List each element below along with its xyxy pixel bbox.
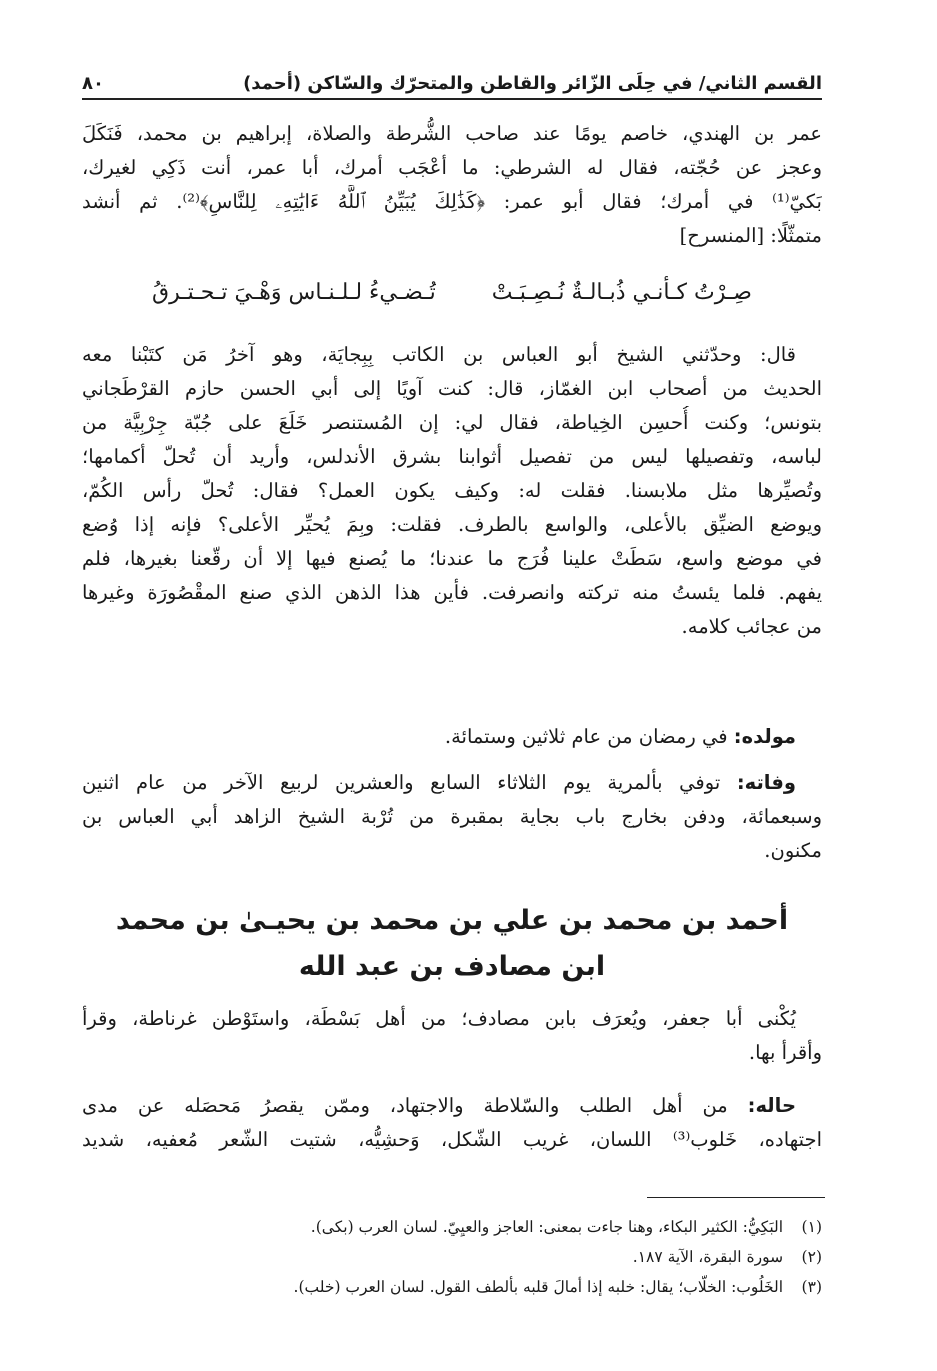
footnote-divider: [647, 1197, 825, 1198]
text-line: بَكيّ⁽¹⁾ في أمرك؛ فقال أبو عمر: ﴿كَذَٰلِكَ يُبَيِّنُ ٱللَّهُ ءَايَٰتِهِۦ لِلنَّاسِ﴾⁽²⁾. ثم أنشد: [82, 190, 822, 213]
text-line: وأقرأ بها.: [748, 1041, 822, 1064]
condition-label: حاله:: [747, 1094, 796, 1117]
text-line: من عجائب كلامه.: [681, 615, 822, 638]
poem-verse: [82, 280, 822, 324]
text-line: وعجز عن حُجّته، فقال له الشرطي: ما أعْجَب أمرك، أبا عمر، أنت ذَكِي لغيرك،: [82, 156, 822, 179]
biography-title: [82, 898, 822, 990]
text-line: [82, 766, 822, 800]
text-line: وتُصيِّرها مثل ملابسنا. فقلت له: وكيف يكون العمل؟ فقال: تُحلّ رأس الكُمّ،: [82, 479, 822, 502]
header-title: القسم الثاني/ في حِلَى الزّائر والقاطن والمتحرّك والسّاكن (أحمد): [243, 73, 822, 94]
text-line: [82, 1089, 822, 1123]
text-line: متمثّلًا: [المنسرح]: [679, 224, 822, 247]
death-paragraph: [82, 766, 822, 868]
text-line: اجتهاده، خَلوب⁽³⁾ اللسان، غريب الشّكل، وَحشِيُّه، شتيت الشّعر مُعفيه، شديد: [82, 1128, 822, 1151]
footnote-text: البَكِيُّ: الكثير البكاء، وهنا جاءت بمعنى: العاجز والعيِيّ. لسان العرب (بكى).: [310, 1218, 784, 1236]
condition-paragraph: [82, 1089, 822, 1157]
text-line: في موضع واسع، سَطَتْ علينا فُرَج ما عندنا؛ ما يُصنع فيها إلا أن رقّعنا بغيرها، فلم: [82, 547, 822, 570]
text-line: بتونس؛ وكنت أُحسِن الخِياطة، فقال لي: إن المُستنصر خَلَعَ على جُبّة جِرْبِيَّة من: [82, 411, 822, 434]
page-number: ٨٠: [82, 73, 104, 94]
birth-label: مولده:: [733, 725, 796, 748]
paragraph-1: [82, 117, 822, 253]
footnote-number: (٣): [801, 1278, 822, 1296]
text-line: عمر بن الهندي، خاصم يومًا عند صاحب الشُّرطة والصلاة، إبراهيم بن محمد، فَنَكَلَ: [82, 122, 822, 145]
footnote-3: [160, 1272, 822, 1302]
text-line: لباسه، وتفصيلها ليس من تفصيل أثوابنا بشرق الأندلس، وأريد أن تُحلّ أكمامها؛: [82, 445, 822, 468]
footnotes: [160, 1212, 822, 1302]
text-line: يفهم. فلما يئستُ منه تركته وانصرفت. فأين هذا الذهن الذي صنع المقْصُورَة وغيرها: [82, 581, 822, 604]
paragraph-3: [82, 1002, 822, 1070]
text-line: يُكْنى أبا جعفر، ويُعرَف بابن مصادف؛ من أهل بَسْطَة، واستَوْطن غرناطة، وقرأ: [82, 1007, 796, 1030]
poem-hemistich-left: تُـضـيءُ لـلـنـاس وَهْـيَ تـحـتـرقُ: [152, 280, 436, 305]
footnote-text: سورة البقرة، الآية ١٨٧.: [632, 1248, 784, 1266]
text-line: ويوضع الضيِّق بالأعلى، والواسع بالطرف. فقلت: وبِمَ يُحيِّر الأعلى؟ فإنه إذا وُضع: [82, 513, 822, 536]
text-line: مكنون.: [764, 839, 822, 862]
condition-text: من أهل الطلب والسّلاطة والاجتهاد، وممّن يقصرُ مَحصَله عن مدى: [82, 1094, 728, 1117]
poem-hemistich-right: صِـرْتُ كـأنـي ذُبـالـةٌ نُـصِـبَـتْ: [491, 280, 752, 305]
footnote-text: الخَلُوب: الخلّاب؛ يقال: خلبه إذا أمالَ قلبه بألطف القول. لسان العرب (خلب).: [293, 1278, 784, 1296]
text-line: قال: وحدّثني الشيخ أبو العباس بن الكاتب بِبِجايَة، وهو آخرُ مَن كتَبْنا معه: [82, 343, 796, 366]
text-line: وسبعمائة، ودفن بخارج باب بجاية بمقبرة من تُرْبة الشيخ الزاهد أبي العباس بن: [82, 805, 822, 828]
footnote-1: [160, 1212, 822, 1242]
footnote-2: [160, 1242, 822, 1272]
footnote-number: (٢): [801, 1248, 822, 1266]
paragraph-2: [82, 338, 822, 644]
birth-text: في رمضان من عام ثلاثين وستمائة.: [444, 725, 728, 748]
biography-title-line-2: ابن مصادف بن عبد الله: [298, 951, 606, 982]
death-text: توفي بألمرية يوم الثلاثاء السابع والعشرين لربيع الآخر من عام اثنين: [82, 771, 721, 794]
text-line: الحديث من أصحاب ابن الغمّاز، قال: كنت آويًا إلى أبي الحسن حازم القرْطَجاني: [82, 377, 822, 400]
death-label: وفاته:: [736, 771, 796, 794]
footnote-number: (١): [801, 1218, 822, 1236]
birth-paragraph: [82, 720, 822, 754]
text-line: [82, 720, 822, 754]
biography-title-line-1: أحمد بن محمد بن علي بن محمد بن يحيـىٰ بن محمد: [115, 905, 789, 936]
running-header: [82, 60, 822, 100]
